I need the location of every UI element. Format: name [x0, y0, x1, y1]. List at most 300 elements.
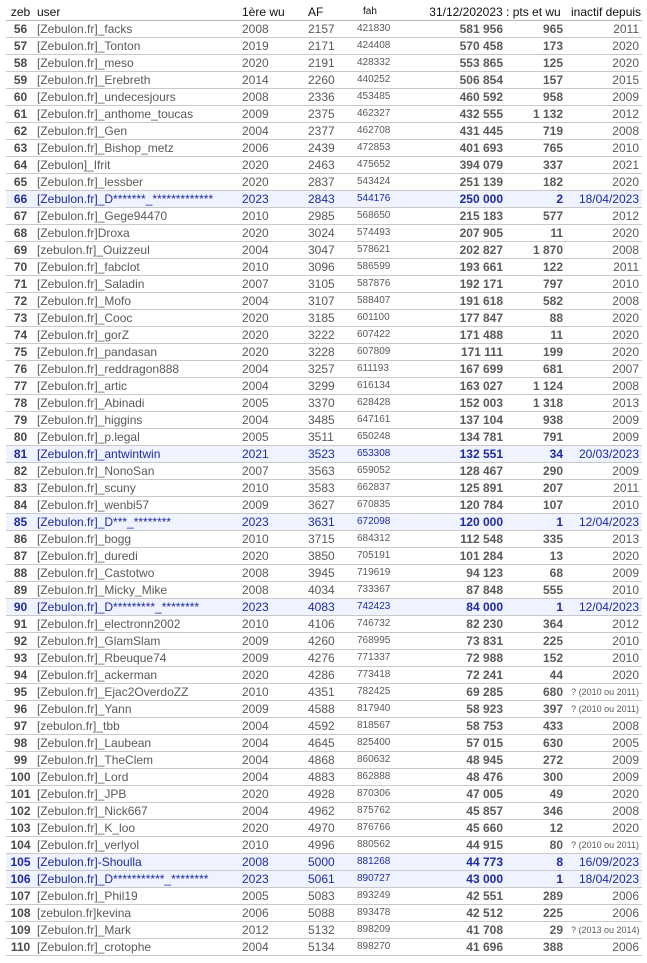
row-points: 72 988: [421, 650, 507, 667]
row-wu: 1: [507, 599, 569, 616]
row-first-wu: 2020: [236, 310, 300, 327]
row-user: [Zebulon.fr]_reddragon888: [35, 361, 236, 378]
row-user: [Zebulon.fr]_GlamSlam: [35, 633, 236, 650]
table-row: [6, 701, 642, 718]
row-rank: 76: [6, 361, 35, 378]
row-user: [Zebulon.fr]_Ejac2OverdoZZ: [35, 684, 236, 701]
table-row: [6, 497, 642, 514]
row-user: [Zebulon.fr]_bogg: [35, 531, 236, 548]
row-user: [Zebulon.fr]_K_loo: [35, 820, 236, 837]
row-inactive: 2009: [569, 752, 642, 769]
row-points: 171 488: [421, 327, 507, 344]
row-first-wu: 2009: [236, 650, 300, 667]
row-fah: 568650: [351, 208, 421, 225]
row-fah: 475652: [351, 157, 421, 174]
row-first-wu: 2009: [236, 106, 300, 123]
row-af: 5061: [300, 871, 351, 888]
row-inactive: 2020: [569, 38, 642, 55]
team-stats-table: [6, 3, 642, 956]
row-fah: 653308: [351, 446, 421, 463]
table-row: [6, 837, 642, 854]
row-points: 202 827: [421, 242, 507, 259]
row-points: 48 945: [421, 752, 507, 769]
row-first-wu: 2004: [236, 752, 300, 769]
row-af: 4351: [300, 684, 351, 701]
row-wu: 630: [507, 735, 569, 752]
row-user: [Zebulon.fr]_electronn2002: [35, 616, 236, 633]
row-first-wu: 2020: [236, 786, 300, 803]
row-fah: 705191: [351, 548, 421, 565]
row-user: [Zebulon.fr]_Erebreth: [35, 72, 236, 89]
row-rank: 82: [6, 463, 35, 480]
row-rank: 90: [6, 599, 35, 616]
row-rank: 56: [6, 21, 35, 38]
row-rank: 72: [6, 293, 35, 310]
row-wu: 337: [507, 157, 569, 174]
row-rank: 97: [6, 718, 35, 735]
row-points: 250 000: [421, 191, 507, 208]
row-inactive: 2006: [569, 888, 642, 905]
table-row: [6, 718, 642, 735]
row-first-wu: 2020: [236, 157, 300, 174]
table-row: [6, 752, 642, 769]
row-first-wu: 2020: [236, 55, 300, 72]
row-wu: 1 124: [507, 378, 569, 395]
row-inactive: 16/09/2023: [569, 854, 642, 871]
row-user: [Zebulon.fr]_TheClem: [35, 752, 236, 769]
row-fah: 890727: [351, 871, 421, 888]
row-af: 4592: [300, 718, 351, 735]
row-wu: 433: [507, 718, 569, 735]
row-first-wu: 2004: [236, 939, 300, 956]
row-af: 3485: [300, 412, 351, 429]
row-points: 137 104: [421, 412, 507, 429]
row-rank: 75: [6, 344, 35, 361]
row-af: 3107: [300, 293, 351, 310]
table-row: [6, 735, 642, 752]
row-user: [Zebulon.fr]_wenbi57: [35, 497, 236, 514]
table-row: [6, 871, 642, 888]
row-af: 2157: [300, 21, 351, 38]
row-points: 215 183: [421, 208, 507, 225]
row-first-wu: 2008: [236, 565, 300, 582]
row-wu: 225: [507, 905, 569, 922]
row-af: 3715: [300, 531, 351, 548]
row-first-wu: 2005: [236, 888, 300, 905]
row-user: [Zebulon.fr]_anthome_toucas: [35, 106, 236, 123]
row-rank: 69: [6, 242, 35, 259]
row-fah: 773418: [351, 667, 421, 684]
row-user: [Zebulon.fr]_JPB: [35, 786, 236, 803]
row-first-wu: 2010: [236, 480, 300, 497]
row-fah: 607809: [351, 344, 421, 361]
row-af: 4276: [300, 650, 351, 667]
row-first-wu: 2020: [236, 548, 300, 565]
row-first-wu: 2005: [236, 395, 300, 412]
row-points: 125 891: [421, 480, 507, 497]
row-af: 3627: [300, 497, 351, 514]
row-user: [Zebulon.fr]_Phil19: [35, 888, 236, 905]
row-first-wu: 2023: [236, 871, 300, 888]
row-fah: 893478: [351, 905, 421, 922]
row-inactive: 2012: [569, 616, 642, 633]
row-wu: 1 870: [507, 242, 569, 259]
row-fah: 453485: [351, 89, 421, 106]
table-row: [6, 446, 642, 463]
row-user: [Zebulon.fr]_higgins: [35, 412, 236, 429]
row-inactive: 2011: [569, 259, 642, 276]
row-first-wu: 2021: [236, 446, 300, 463]
row-user: [Zebulon.fr]_Gen: [35, 123, 236, 140]
row-fah: 650248: [351, 429, 421, 446]
row-af: 4970: [300, 820, 351, 837]
header-af: AF: [300, 3, 351, 21]
row-rank: 81: [6, 446, 35, 463]
row-wu: 11: [507, 327, 569, 344]
row-wu: 173: [507, 38, 569, 55]
row-rank: 86: [6, 531, 35, 548]
row-wu: 797: [507, 276, 569, 293]
row-wu: 681: [507, 361, 569, 378]
row-fah: 611193: [351, 361, 421, 378]
row-first-wu: 2020: [236, 327, 300, 344]
row-first-wu: 2010: [236, 531, 300, 548]
row-rank: 62: [6, 123, 35, 140]
row-af: 2985: [300, 208, 351, 225]
row-af: 3228: [300, 344, 351, 361]
row-wu: 157: [507, 72, 569, 89]
row-af: 3024: [300, 225, 351, 242]
row-points: 84 000: [421, 599, 507, 616]
row-rank: 100: [6, 769, 35, 786]
row-user: [Zebulon.fr]_D*******_*************: [35, 191, 236, 208]
row-user: [Zebulon.fr]_scuny: [35, 480, 236, 497]
row-first-wu: 2010: [236, 259, 300, 276]
row-points: 134 781: [421, 429, 507, 446]
row-user: [Zebulon.fr]_ackerman: [35, 667, 236, 684]
row-inactive: 20/03/2023: [569, 446, 642, 463]
table-row: [6, 854, 642, 871]
row-points: 177 847: [421, 310, 507, 327]
row-user: [Zebulon.fr]_duredi: [35, 548, 236, 565]
row-af: 2171: [300, 38, 351, 55]
row-points: 48 476: [421, 769, 507, 786]
row-fah: 472853: [351, 140, 421, 157]
row-user: [Zebulon.fr]_crotophe: [35, 939, 236, 956]
table-row: [6, 293, 642, 310]
row-user: [Zebulon.fr]_p.legal: [35, 429, 236, 446]
row-inactive: 2020: [569, 548, 642, 565]
table-row: [6, 650, 642, 667]
table-row: [6, 633, 642, 650]
table-row: [6, 888, 642, 905]
row-points: 171 111: [421, 344, 507, 361]
row-inactive: 2011: [569, 21, 642, 38]
row-inactive: ? (2013 ou 2014): [569, 922, 642, 939]
table-row: [6, 820, 642, 837]
row-points: 251 139: [421, 174, 507, 191]
table-row: [6, 38, 642, 55]
row-first-wu: 2006: [236, 905, 300, 922]
row-inactive: 2010: [569, 650, 642, 667]
row-user: [Zebulon.fr]_Abinadi: [35, 395, 236, 412]
row-points: 112 548: [421, 531, 507, 548]
row-af: 5000: [300, 854, 351, 871]
row-inactive: 2013: [569, 395, 642, 412]
row-af: 2375: [300, 106, 351, 123]
row-fah: 876766: [351, 820, 421, 837]
row-rank: 64: [6, 157, 35, 174]
row-fah: 860632: [351, 752, 421, 769]
row-fah: 587876: [351, 276, 421, 293]
row-inactive: 2020: [569, 310, 642, 327]
row-first-wu: 2020: [236, 820, 300, 837]
row-inactive: 2009: [569, 769, 642, 786]
row-rank: 65: [6, 174, 35, 191]
stats-table-container: [6, 3, 642, 956]
row-points: 460 592: [421, 89, 507, 106]
table-row: [6, 310, 642, 327]
row-af: 4883: [300, 769, 351, 786]
row-first-wu: 2005: [236, 429, 300, 446]
row-first-wu: 2004: [236, 123, 300, 140]
row-user: [Zebulon.fr]_Lord: [35, 769, 236, 786]
row-af: 3105: [300, 276, 351, 293]
row-rank: 89: [6, 582, 35, 599]
row-wu: 346: [507, 803, 569, 820]
row-points: 120 784: [421, 497, 507, 514]
row-inactive: 2009: [569, 463, 642, 480]
row-rank: 103: [6, 820, 35, 837]
row-points: 506 854: [421, 72, 507, 89]
row-rank: 102: [6, 803, 35, 820]
row-fah: 733367: [351, 582, 421, 599]
row-af: 4286: [300, 667, 351, 684]
row-user: [Zebulon.fr]_Tonton: [35, 38, 236, 55]
row-af: 3185: [300, 310, 351, 327]
row-points: 553 865: [421, 55, 507, 72]
row-points: 58 923: [421, 701, 507, 718]
table-row: [6, 429, 642, 446]
row-points: 431 445: [421, 123, 507, 140]
row-inactive: 2020: [569, 820, 642, 837]
row-fah: 588407: [351, 293, 421, 310]
row-inactive: 18/04/2023: [569, 871, 642, 888]
row-af: 3563: [300, 463, 351, 480]
table-row: [6, 191, 642, 208]
row-rank: 77: [6, 378, 35, 395]
row-first-wu: 2019: [236, 38, 300, 55]
row-rank: 96: [6, 701, 35, 718]
row-fah: 628428: [351, 395, 421, 412]
row-af: 3222: [300, 327, 351, 344]
row-wu: 680: [507, 684, 569, 701]
row-fah: 898209: [351, 922, 421, 939]
row-rank: 79: [6, 412, 35, 429]
row-points: 57 015: [421, 735, 507, 752]
row-inactive: 2009: [569, 89, 642, 106]
row-fah: 421830: [351, 21, 421, 38]
row-inactive: 2008: [569, 123, 642, 140]
row-fah: 719619: [351, 565, 421, 582]
row-fah: 543424: [351, 174, 421, 191]
table-row: [6, 582, 642, 599]
row-rank: 80: [6, 429, 35, 446]
row-first-wu: 2004: [236, 412, 300, 429]
row-user: [Zebulon.fr]_Micky_Mike: [35, 582, 236, 599]
table-row: [6, 361, 642, 378]
row-first-wu: 2008: [236, 89, 300, 106]
row-af: 3945: [300, 565, 351, 582]
row-rank: 59: [6, 72, 35, 89]
row-inactive: 2008: [569, 378, 642, 395]
row-af: 4106: [300, 616, 351, 633]
row-inactive: 2020: [569, 55, 642, 72]
row-first-wu: 2020: [236, 344, 300, 361]
row-rank: 66: [6, 191, 35, 208]
table-row: [6, 616, 642, 633]
table-row: [6, 667, 642, 684]
row-first-wu: 2020: [236, 225, 300, 242]
row-wu: 152: [507, 650, 569, 667]
row-user: [zebulon.fr]_tbb: [35, 718, 236, 735]
table-row: [6, 174, 642, 191]
row-af: 2837: [300, 174, 351, 191]
row-af: 3511: [300, 429, 351, 446]
header-user: user: [35, 3, 236, 21]
row-wu: 68: [507, 565, 569, 582]
row-wu: 80: [507, 837, 569, 854]
row-user: [Zebulon.fr]_D***********_********: [35, 871, 236, 888]
row-rank: 95: [6, 684, 35, 701]
header-fah: fah: [351, 3, 421, 21]
table-row: [6, 905, 642, 922]
row-points: 44 773: [421, 854, 507, 871]
row-af: 3850: [300, 548, 351, 565]
row-af: 3299: [300, 378, 351, 395]
row-inactive: 2011: [569, 480, 642, 497]
row-rank: 92: [6, 633, 35, 650]
row-inactive: 18/04/2023: [569, 191, 642, 208]
row-wu: 555: [507, 582, 569, 599]
row-rank: 85: [6, 514, 35, 531]
row-af: 4962: [300, 803, 351, 820]
row-fah: 880562: [351, 837, 421, 854]
row-points: 47 005: [421, 786, 507, 803]
row-first-wu: 2004: [236, 293, 300, 310]
table-row: [6, 395, 642, 412]
table-row: [6, 225, 642, 242]
row-fah: 684312: [351, 531, 421, 548]
row-inactive: 2020: [569, 344, 642, 361]
row-inactive: 2013: [569, 531, 642, 548]
row-rank: 93: [6, 650, 35, 667]
row-points: 432 555: [421, 106, 507, 123]
row-wu: 289: [507, 888, 569, 905]
row-wu: 11: [507, 225, 569, 242]
row-user: [Zebulon.fr]Droxa: [35, 225, 236, 242]
row-wu: 719: [507, 123, 569, 140]
table-row: [6, 684, 642, 701]
row-rank: 106: [6, 871, 35, 888]
row-af: 4645: [300, 735, 351, 752]
row-user: [Zebulon.fr]_meso: [35, 55, 236, 72]
table-row: [6, 599, 642, 616]
row-af: 5132: [300, 922, 351, 939]
row-inactive: 2009: [569, 412, 642, 429]
row-first-wu: 2010: [236, 684, 300, 701]
table-row: [6, 259, 642, 276]
row-af: 4260: [300, 633, 351, 650]
row-inactive: 12/04/2023: [569, 599, 642, 616]
row-user: [Zebulon.fr]_Laubean: [35, 735, 236, 752]
row-fah: 817940: [351, 701, 421, 718]
row-first-wu: 2010: [236, 837, 300, 854]
row-inactive: 2008: [569, 293, 642, 310]
row-inactive: 2015: [569, 72, 642, 89]
table-row: [6, 514, 642, 531]
row-points: 128 467: [421, 463, 507, 480]
row-fah: 670835: [351, 497, 421, 514]
row-wu: 34: [507, 446, 569, 463]
table-header-row: [6, 3, 642, 21]
row-first-wu: 2014: [236, 72, 300, 89]
row-rank: 70: [6, 259, 35, 276]
row-points: 163 027: [421, 378, 507, 395]
row-inactive: 2010: [569, 633, 642, 650]
row-rank: 110: [6, 939, 35, 956]
row-first-wu: 2023: [236, 191, 300, 208]
row-points: 42 551: [421, 888, 507, 905]
table-row: [6, 378, 642, 395]
row-af: 2843: [300, 191, 351, 208]
row-fah: 862888: [351, 769, 421, 786]
header-zeb: zeb: [6, 3, 35, 21]
row-user: [Zebulon.fr]_gorZ: [35, 327, 236, 344]
row-inactive: 2008: [569, 242, 642, 259]
row-user: [Zebulon.fr]_D*********_********: [35, 599, 236, 616]
row-inactive: 2012: [569, 106, 642, 123]
row-wu: 290: [507, 463, 569, 480]
table-row: [6, 786, 642, 803]
row-points: 73 831: [421, 633, 507, 650]
row-wu: 107: [507, 497, 569, 514]
row-inactive: 2009: [569, 429, 642, 446]
table-row: [6, 55, 642, 72]
row-first-wu: 2007: [236, 463, 300, 480]
row-first-wu: 2009: [236, 701, 300, 718]
row-user: [Zebulon.fr]-Shoulla: [35, 854, 236, 871]
row-points: 401 693: [421, 140, 507, 157]
table-row: [6, 803, 642, 820]
row-first-wu: 2004: [236, 803, 300, 820]
row-rank: 105: [6, 854, 35, 871]
row-rank: 60: [6, 89, 35, 106]
row-wu: 300: [507, 769, 569, 786]
row-af: 4588: [300, 701, 351, 718]
row-af: 4996: [300, 837, 351, 854]
row-first-wu: 2004: [236, 378, 300, 395]
row-fah: 462708: [351, 123, 421, 140]
row-af: 2260: [300, 72, 351, 89]
row-points: 94 123: [421, 565, 507, 582]
row-wu: 122: [507, 259, 569, 276]
row-af: 3047: [300, 242, 351, 259]
row-rank: 58: [6, 55, 35, 72]
table-row: [6, 922, 642, 939]
row-wu: 1: [507, 514, 569, 531]
row-inactive: 2009: [569, 565, 642, 582]
